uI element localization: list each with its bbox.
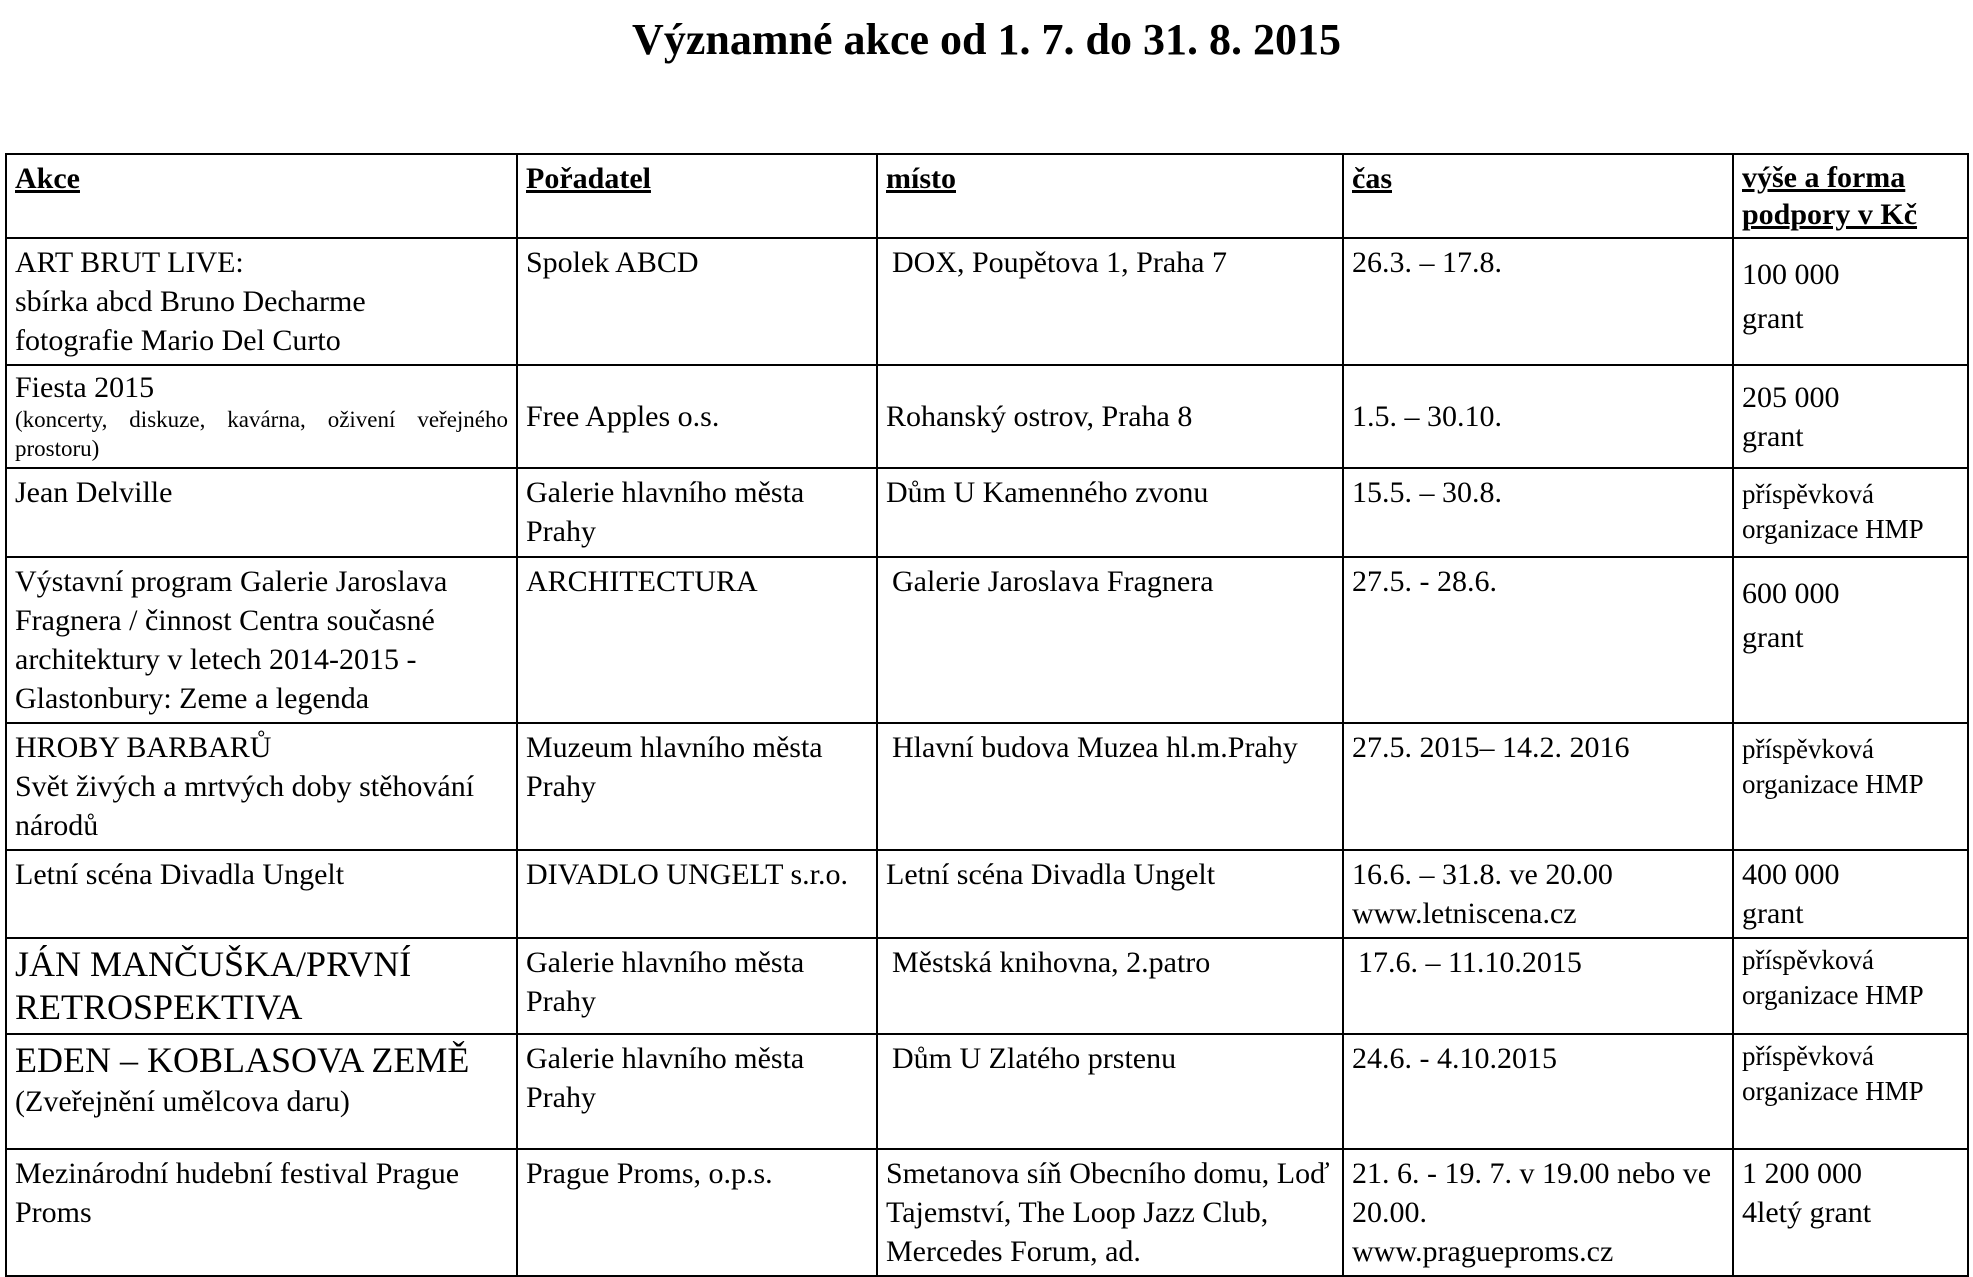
header-misto: místo bbox=[877, 154, 1343, 238]
cell-cas: 24.6. - 4.10.2015 bbox=[1343, 1034, 1733, 1149]
cell-poradatel: Galerie hlavního města Prahy bbox=[517, 468, 877, 557]
table-row bbox=[6, 850, 1968, 938]
cell-akce: Letní scéna Divadla Ungelt bbox=[6, 850, 517, 938]
cell-cas: 1.5. – 30.10. bbox=[1343, 365, 1733, 468]
header-poradatel: Pořadatel bbox=[517, 154, 877, 238]
cell-podpora: příspěvková organizace HMP bbox=[1733, 938, 1968, 1034]
cell-misto: Galerie Jaroslava Fragnera bbox=[877, 557, 1343, 723]
table-row bbox=[6, 1149, 1968, 1276]
cell-misto: Smetanova síň Obecního domu, Loď Tajemství, The Loop Jazz Club, Mercedes Forum, ad. bbox=[877, 1149, 1343, 1276]
cell-poradatel: Galerie hlavního města Prahy bbox=[517, 938, 877, 1034]
table-row bbox=[6, 365, 1968, 468]
cell-cas: 27.5. 2015– 14.2. 2016 bbox=[1343, 723, 1733, 850]
cell-podpora: 600 000 grant bbox=[1733, 557, 1968, 723]
cell-poradatel: Muzeum hlavního města Prahy bbox=[517, 723, 877, 850]
cell-cas: 17.6. – 11.10.2015 bbox=[1343, 938, 1733, 1034]
header-cas: čas bbox=[1343, 154, 1733, 238]
cell-podpora: 400 000 grant bbox=[1733, 850, 1968, 938]
cell-poradatel: Spolek ABCD bbox=[517, 238, 877, 365]
cell-poradatel: DIVADLO UNGELT s.r.o. bbox=[517, 850, 877, 938]
cell-cas: 21. 6. - 19. 7. v 19.00 nebo ve 20.00. www.pragueproms.cz bbox=[1343, 1149, 1733, 1276]
cell-misto: Městská knihovna, 2.patro bbox=[877, 938, 1343, 1034]
table-row bbox=[6, 238, 1968, 365]
cell-podpora: příspěvková organizace HMP bbox=[1733, 468, 1968, 557]
table-row bbox=[6, 723, 1968, 850]
header-podpora: výše a forma podpory v Kč bbox=[1733, 154, 1968, 238]
cell-akce: HROBY BARBARŮ Svět živých a mrtvých doby stěhování národů bbox=[6, 723, 517, 850]
cell-misto: Dům U Zlatého prstenu bbox=[877, 1034, 1343, 1149]
table-row bbox=[6, 468, 1968, 557]
cell-podpora: 100 000 grant bbox=[1733, 238, 1968, 365]
events-table bbox=[5, 153, 1969, 1277]
cell-misto: DOX, Poupětova 1, Praha 7 bbox=[877, 238, 1343, 365]
cell-podpora: příspěvková organizace HMP bbox=[1733, 1034, 1968, 1149]
cell-akce: Fiesta 2015 (koncerty, diskuze, kavárna, oživení veřejného prostoru) bbox=[6, 365, 517, 468]
cell-akce: EDEN – KOBLASOVA ZEMĚ (Zveřejnění umělcova daru) bbox=[6, 1034, 517, 1149]
table-row bbox=[6, 1034, 1968, 1149]
cell-akce: Jean Delville bbox=[6, 468, 517, 557]
cell-poradatel: Galerie hlavního města Prahy bbox=[517, 1034, 877, 1149]
cell-misto: Dům U Kamenného zvonu bbox=[877, 468, 1343, 557]
cell-poradatel: ARCHITECTURA bbox=[517, 557, 877, 723]
cell-podpora: 205 000 grant bbox=[1733, 365, 1968, 468]
cell-akce: Výstavní program Galerie Jaroslava Fragnera / činnost Centra současné architektury v letech 2014-2015 - Glastonbury: Zeme a legenda bbox=[6, 557, 517, 723]
cell-akce: ART BRUT LIVE: sbírka abcd Bruno Decharme fotografie Mario Del Curto bbox=[6, 238, 517, 365]
cell-misto: Letní scéna Divadla Ungelt bbox=[877, 850, 1343, 938]
header-akce: Akce bbox=[6, 154, 517, 238]
table-row bbox=[6, 557, 1968, 723]
table-header-row bbox=[6, 154, 1968, 238]
cell-poradatel: Prague Proms, o.p.s. bbox=[517, 1149, 877, 1276]
cell-akce: Mezinárodní hudební festival Prague Proms bbox=[6, 1149, 517, 1276]
cell-cas: 16.6. – 31.8. ve 20.00 www.letniscena.cz bbox=[1343, 850, 1733, 938]
cell-akce: JÁN MANČUŠKA/PRVNÍ RETROSPEKTIVA bbox=[6, 938, 517, 1034]
cell-cas: 15.5. – 30.8. bbox=[1343, 468, 1733, 557]
cell-misto: Hlavní budova Muzea hl.m.Prahy bbox=[877, 723, 1343, 850]
table-row bbox=[6, 938, 1968, 1034]
cell-misto: Rohanský ostrov, Praha 8 bbox=[877, 365, 1343, 468]
cell-podpora: příspěvková organizace HMP bbox=[1733, 723, 1968, 850]
cell-cas: 26.3. – 17.8. bbox=[1343, 238, 1733, 365]
cell-poradatel: Free Apples o.s. bbox=[517, 365, 877, 468]
cell-podpora: 1 200 000 4letý grant bbox=[1733, 1149, 1968, 1276]
page-title: Významné akce od 1. 7. do 31. 8. 2015 bbox=[632, 15, 1341, 64]
cell-cas: 27.5. - 28.6. bbox=[1343, 557, 1733, 723]
